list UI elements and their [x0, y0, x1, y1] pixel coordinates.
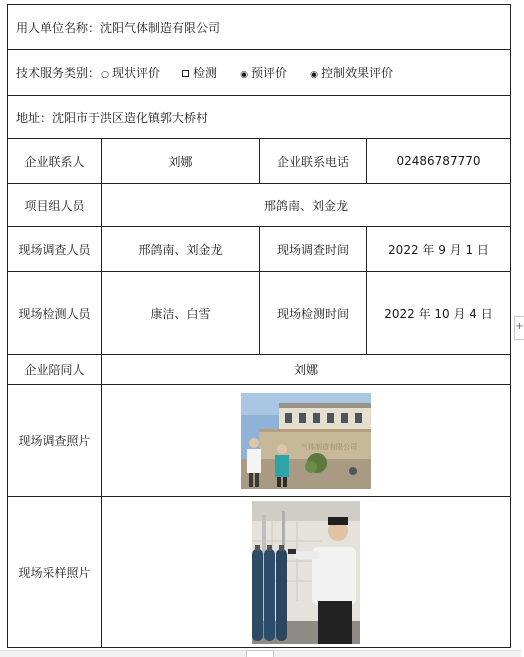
- testing-time-value: 2022 年 10 月 4 日: [367, 272, 511, 355]
- service-option-label: 控制效果评价: [321, 66, 394, 80]
- photo-wall-text: 气体制造有限公司: [301, 442, 357, 451]
- address-value: 沈阳市于洪区造化镇郭大桥村: [52, 110, 209, 125]
- bottom-scroll-handle[interactable]: [246, 650, 274, 657]
- sampling-photo: [252, 501, 360, 644]
- service-option-testing[interactable]: [182, 64, 217, 81]
- service-label: 技术服务类别：: [16, 66, 101, 80]
- project-team-label: 项目组人员: [8, 184, 102, 227]
- service-cell: [8, 50, 511, 96]
- escort-label: 企业陪同人: [8, 355, 102, 385]
- service-option-control-effect[interactable]: [309, 64, 393, 81]
- survey-staff-label: 现场调查人员: [8, 227, 102, 272]
- employer-name: 沈阳气体制造有限公司: [100, 20, 221, 35]
- address-cell: [8, 96, 511, 139]
- checkbox-icon: [182, 70, 189, 77]
- testing-staff-value: 康洁、白雪: [102, 272, 260, 355]
- survey-time-label: 现场调查时间: [260, 227, 367, 272]
- service-option-status[interactable]: [100, 64, 160, 81]
- survey-staff-value: 邢鸽南、刘金龙: [102, 227, 260, 272]
- employer-label: 用人单位名称：: [16, 20, 101, 35]
- radio-selected-icon: ◉: [310, 70, 318, 80]
- radio-selected-icon: ◉: [240, 70, 248, 80]
- survey-photo-label: 现场调查照片: [8, 385, 102, 497]
- address-label: 地址：: [16, 110, 53, 125]
- address-row: [8, 96, 511, 139]
- escort-row: [8, 355, 511, 385]
- expand-edge-tab[interactable]: +: [514, 316, 524, 340]
- service-option-label: 检测: [193, 66, 218, 80]
- survey-photo: [241, 393, 371, 489]
- employer-row: [8, 5, 511, 50]
- project-team-row: [8, 184, 511, 227]
- testing-time-label: 现场检测时间: [260, 272, 367, 355]
- service-option-label: 现状评价: [112, 66, 161, 80]
- site-record-form: [7, 4, 511, 648]
- sampling-photo-label: 现场采样照片: [8, 497, 102, 648]
- sampling-photo-cell: [102, 497, 511, 648]
- phone-value: 02486787770: [367, 139, 511, 184]
- phone-label: 企业联系电话: [260, 139, 367, 184]
- testing-row: [8, 272, 511, 355]
- survey-photo-cell: [102, 385, 511, 497]
- sampling-photo-row: [8, 497, 511, 648]
- survey-time-value: 2022 年 9 月 1 日: [367, 227, 511, 272]
- service-option-pre-evaluation[interactable]: [239, 64, 287, 81]
- employer-cell: [8, 5, 511, 50]
- project-team-value: 邢鸽南、刘金龙: [102, 184, 511, 227]
- contact-row: [8, 139, 511, 184]
- escort-value: 刘娜: [102, 355, 511, 385]
- contact-label: 企业联系人: [8, 139, 102, 184]
- service-option-label: 预评价: [251, 66, 288, 80]
- testing-staff-label: 现场检测人员: [8, 272, 102, 355]
- survey-photo-row: [8, 385, 511, 497]
- radio-unselected-icon: ○: [101, 70, 109, 80]
- survey-row: [8, 227, 511, 272]
- contact-value: 刘娜: [102, 139, 260, 184]
- service-row: [8, 50, 511, 96]
